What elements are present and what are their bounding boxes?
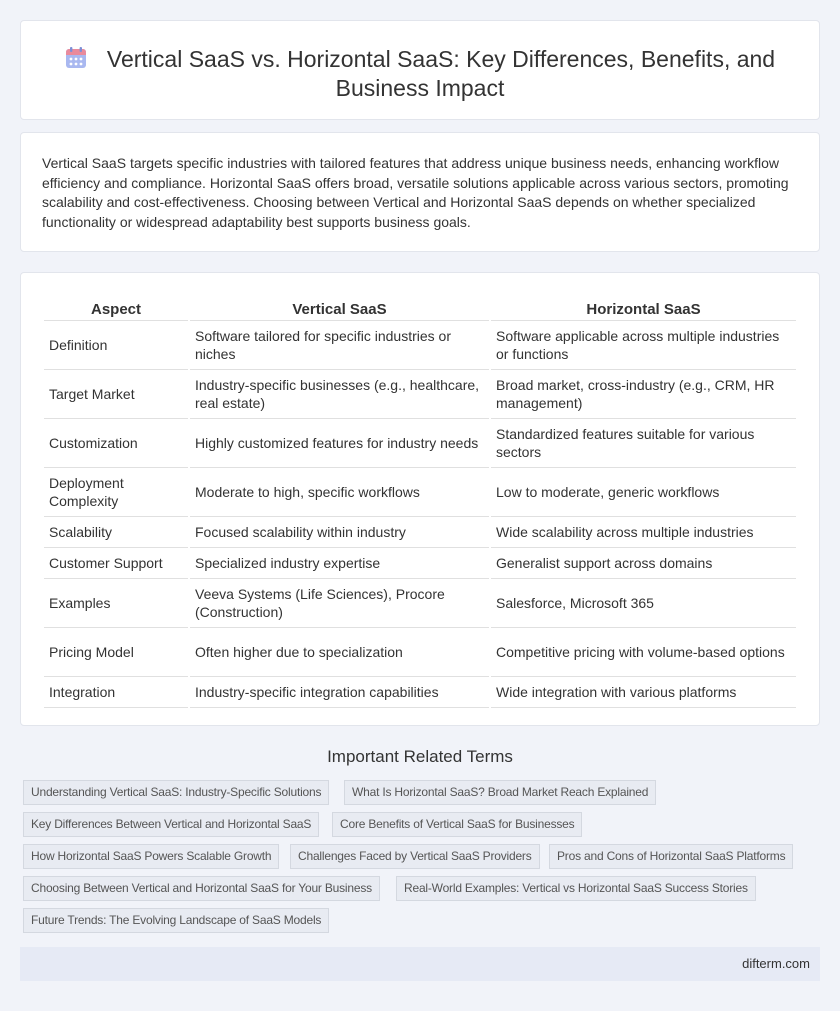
- cell-aspect: Deployment Complexity: [44, 468, 188, 517]
- related-term-link[interactable]: Future Trends: The Evolving Landscape of SaaS Models: [23, 908, 329, 933]
- page-title: [21, 45, 819, 103]
- intro-card: [20, 132, 820, 252]
- cell-horizontal: Wide integration with various platforms: [491, 677, 796, 708]
- cell-horizontal: Salesforce, Microsoft 365: [491, 579, 796, 628]
- table-row: [44, 579, 796, 628]
- cell-aspect: Target Market: [44, 370, 188, 419]
- calendar-icon: [65, 47, 87, 69]
- related-term-link[interactable]: Key Differences Between Vertical and Horizontal SaaS: [23, 812, 319, 837]
- cell-vertical: Focused scalability within industry: [190, 517, 489, 548]
- cell-vertical: Industry-specific integration capabilities: [190, 677, 489, 708]
- cell-aspect: Pricing Model: [44, 628, 188, 677]
- cell-aspect: Customization: [44, 419, 188, 468]
- table-row: [44, 370, 796, 419]
- table-row: [44, 468, 796, 517]
- comparison-table-card: [20, 272, 820, 726]
- related-term-link[interactable]: How Horizontal SaaS Powers Scalable Growth: [23, 844, 279, 869]
- cell-aspect: Definition: [44, 321, 188, 370]
- header-card: [20, 20, 820, 120]
- related-term-link[interactable]: Pros and Cons of Horizontal SaaS Platforms: [549, 844, 793, 869]
- cell-vertical: Highly customized features for industry needs: [190, 419, 489, 468]
- page-title-text: Vertical SaaS vs. Horizontal SaaS: Key Differences, Benefits, and Business Impact: [106, 46, 776, 101]
- related-term-link[interactable]: Choosing Between Vertical and Horizontal SaaS for Your Business: [23, 876, 380, 901]
- table-row: [44, 548, 796, 579]
- cell-aspect: Customer Support: [44, 548, 188, 579]
- comparison-table: [42, 295, 798, 708]
- table-row: [44, 419, 796, 468]
- cell-vertical: Veeva Systems (Life Sciences), Procore (Construction): [190, 579, 489, 628]
- cell-vertical: Moderate to high, specific workflows: [190, 468, 489, 517]
- table-row: [44, 677, 796, 708]
- table-row: [44, 628, 796, 677]
- table-row: [44, 517, 796, 548]
- cell-horizontal: Standardized features suitable for various sectors: [491, 419, 796, 468]
- related-terms-heading: Important Related Terms: [327, 747, 513, 766]
- header-vertical-saas: Vertical SaaS: [190, 295, 489, 321]
- cell-horizontal: Wide scalability across multiple industries: [491, 517, 796, 548]
- related-term-link[interactable]: Challenges Faced by Vertical SaaS Providers: [290, 844, 540, 869]
- cell-horizontal: Software applicable across multiple industries or functions: [491, 321, 796, 370]
- header-horizontal-saas: Horizontal SaaS: [491, 295, 796, 321]
- cell-horizontal: Generalist support across domains: [491, 548, 796, 579]
- cell-vertical: Industry-specific businesses (e.g., healthcare, real estate): [190, 370, 489, 419]
- cell-aspect: Examples: [44, 579, 188, 628]
- related-term-link[interactable]: What Is Horizontal SaaS? Broad Market Reach Explained: [344, 780, 656, 805]
- cell-horizontal: Competitive pricing with volume-based options: [491, 628, 796, 677]
- cell-vertical: Often higher due to specialization: [190, 628, 489, 677]
- related-term-link[interactable]: Understanding Vertical SaaS: Industry-Specific Solutions: [23, 780, 329, 805]
- related-term-link[interactable]: Real-World Examples: Vertical vs Horizontal SaaS Success Stories: [396, 876, 756, 901]
- intro-paragraph: Vertical SaaS targets specific industries with tailored features that address unique business needs, enhancing workflow efficiency and compliance. Horizontal SaaS offers broad, versatile solutions applicable across various sectors, promoting scalability and cost-effectiveness. Choosing between Vertical and Horizontal SaaS depends on whether specialized functionality or widespread adaptability best supports business goals.: [42, 155, 789, 230]
- table-header-row: [44, 295, 796, 321]
- cell-vertical: Software tailored for specific industries or niches: [190, 321, 489, 370]
- cell-aspect: Integration: [44, 677, 188, 708]
- header-aspect: Aspect: [44, 295, 188, 321]
- table-row: [44, 321, 796, 370]
- cell-vertical: Specialized industry expertise: [190, 548, 489, 579]
- footer: [20, 947, 820, 981]
- cell-horizontal: Low to moderate, generic workflows: [491, 468, 796, 517]
- cell-aspect: Scalability: [44, 517, 188, 548]
- footer-site-link[interactable]: difterm.com: [742, 956, 810, 971]
- related-term-link[interactable]: Core Benefits of Vertical SaaS for Businesses: [332, 812, 582, 837]
- cell-horizontal: Broad market, cross-industry (e.g., CRM, HR management): [491, 370, 796, 419]
